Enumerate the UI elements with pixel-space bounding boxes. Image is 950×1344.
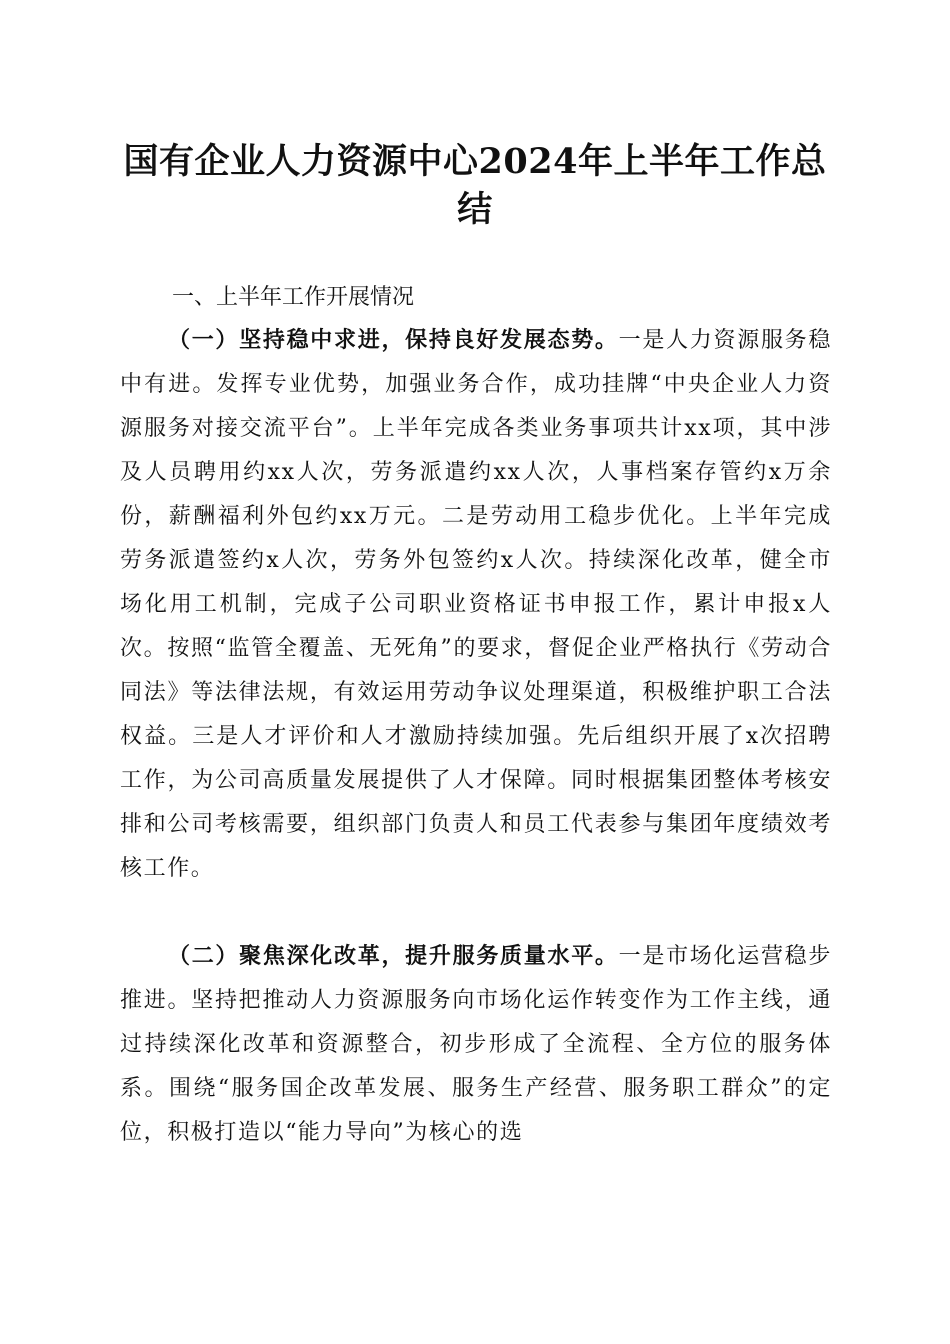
paragraph-1-body: 一是人力资源服务稳中有进。发挥专业优势，加强业务合作，成功挂牌“中央企业人力资源服务对接交流平台”。上半年完成各类业务事项共计xx项，其中涉及人员聘用约xx人次，劳务派遣约xx人次，人事档案存管约x万余份，薪酬福利外包约xx万元。二是劳动用工稳步优化。上半年完成劳务派遣签约x人次，劳务外包签约x人次。持续深化改革，健全市场化用工机制，完成子公司职业资格证书申报工作，累计申报x人次。按照“监管全覆盖、无死角”的要求，督促企业严格执行《劳动合同法》等法律法规，有效运用劳动争议处理渠道，积极维护职工合法权益。三是人才评价和人才激励持续加强。先后组织开展了x次招聘工作，为公司高质量发展提供了人才保障。同时根据集团整体考核安排和公司考核需要，组织部门负责人和员工代表参与集团年度绩效考核工作。: [120, 328, 833, 881]
section-heading: 一、上半年工作开展情况: [172, 285, 415, 310]
paragraph-1-lead: （一）坚持稳中求进，保持良好发展态势。: [168, 327, 619, 353]
paragraph-1: [120, 318, 832, 891]
document-title: 国有企业人力资源中心2024年上半年工作总结: [123, 141, 827, 230]
paragraph-2-lead: （二）聚焦深化改革，提升服务质量水平。: [168, 943, 619, 969]
paragraph-2: [120, 934, 832, 1155]
paragraph-2-body: 一是市场化运营稳步推进。坚持把推动人力资源服务向市场化运作转变作为工作主线，通过持续深化改革和资源整合，初步形成了全流程、全方位的服务体系。围绕“服务国企改革发展、服务生产经营、服务职工群众”的定位，积极打造以“能力导向”为核心的选: [120, 944, 833, 1145]
